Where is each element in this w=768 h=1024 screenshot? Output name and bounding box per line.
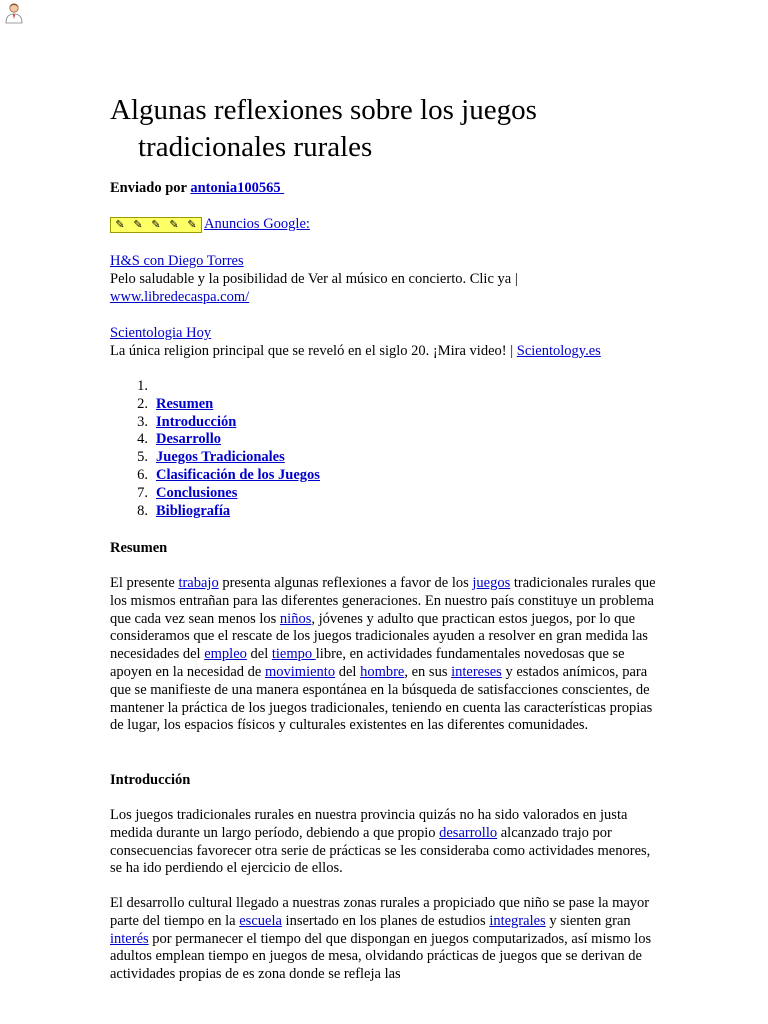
paragraph-text: del: [246, 646, 272, 663]
toc-item: [110, 467, 320, 485]
ad-rating-icons[interactable]: [110, 217, 202, 233]
paragraph-text: Los juegos tradicionales rurales en nuestra provincia quizás no ha sido valorados en justa medida durante un largo período, debiendo a que propio: [110, 807, 628, 841]
toc-number: 7.: [137, 484, 148, 501]
intro-paragraph: [110, 807, 662, 878]
inline-link[interactable]: hombre: [360, 663, 405, 680]
toc-number: 4.: [137, 431, 148, 448]
inline-link[interactable]: desarrollo: [439, 824, 498, 841]
section-heading-resumen: Resumen: [110, 540, 168, 556]
sent-by-label: Enviado por: [110, 180, 187, 196]
paragraph-text: y estados anímicos, para que se manifieste de una manera espontánea en la búsqueda de satisfacciones conscientes, de mantener la práctica de los juegos tradicionales, teniendo en cuenta las características propias de lugar, los espacios físicos y culturales existentes en las diferentes comunidades.: [110, 663, 653, 734]
google-ads-header: [110, 216, 310, 234]
ad-pencil-icon: ✎: [169, 218, 179, 231]
inline-link[interactable]: trabajo: [178, 575, 219, 591]
toc-link-conclusiones[interactable]: Conclusiones: [156, 484, 238, 501]
toc-link-introduccion[interactable]: Introducción: [156, 413, 237, 430]
toc-item: [110, 431, 320, 449]
google-ads-link[interactable]: Anuncios Google:: [204, 216, 310, 232]
toc-item: [110, 449, 320, 467]
toc-link-bibliografia[interactable]: Bibliografía: [156, 502, 231, 519]
paragraph-text: , jóvenes y adulto que practican estos juegos, por lo que consideramos que el rescate de los juegos tradicionales ayuden a resolver en gran medida las necesidades del: [110, 610, 648, 663]
paragraph-text: , en sus: [404, 663, 452, 680]
inline-link[interactable]: empleo: [204, 646, 247, 663]
toc-link-clasificacion[interactable]: Clasificación de los Juegos: [156, 466, 320, 483]
toc-link-resumen[interactable]: Resumen: [156, 395, 214, 412]
toc-number: 5.: [137, 449, 148, 466]
paragraph-text: El desarrollo cultural llegado a nuestras zonas rurales a propiciado que niño se pase la mayor parte del tiempo en la: [110, 895, 650, 929]
inline-link[interactable]: juegos: [472, 575, 511, 591]
toc-link-desarrollo[interactable]: Desarrollo: [156, 431, 221, 448]
ad-url-link[interactable]: Scientology.es: [516, 342, 601, 359]
inline-link[interactable]: intereses: [451, 663, 502, 680]
toc-item: [110, 503, 320, 521]
ad-title-link[interactable]: H&S con Diego Torres: [110, 253, 244, 269]
ad-url-link[interactable]: www.libredecaspa.com/: [110, 288, 250, 305]
table-of-contents: [110, 378, 320, 520]
ad-title-link[interactable]: Scientologia Hoy: [110, 325, 212, 341]
intro-paragraph: [110, 895, 662, 984]
paragraph-text: insertado en los planes de estudios: [281, 912, 490, 929]
ad-description: Pelo saludable y la posibilidad de Ver al músico en concierto. Clic ya |: [110, 270, 518, 287]
author-link[interactable]: antonia100565: [190, 180, 281, 196]
toc-number: 6.: [137, 466, 148, 483]
toc-number: 2.: [137, 395, 148, 412]
toc-number: 1.: [137, 378, 148, 394]
ad-description: La única religion principal que se reveló en el siglo 20. ¡Mira video! |: [110, 342, 514, 359]
toc-item: [110, 396, 320, 414]
inline-link[interactable]: integrales: [489, 912, 546, 929]
author-line: [110, 180, 284, 198]
page-title: Algunas reflexiones sobre los juegos tradicionales rurales: [110, 94, 537, 163]
toc-number: 3.: [137, 413, 148, 430]
toc-link-juegos-tradicionales[interactable]: Juegos Tradicionales: [156, 449, 285, 466]
ad-pencil-icon: ✎: [133, 218, 143, 231]
inline-link[interactable]: movimiento: [265, 663, 336, 680]
ad-block: [110, 325, 666, 361]
ad-pencil-icon: ✎: [187, 218, 197, 231]
author-link-trailing[interactable]: [281, 180, 285, 196]
paragraph-text: y sienten gran: [545, 912, 631, 929]
ad-pencil-icon: ✎: [151, 218, 161, 231]
resumen-paragraph: [110, 575, 662, 735]
inline-link[interactable]: tiempo: [271, 646, 316, 663]
inline-link[interactable]: niños: [279, 610, 312, 627]
section-heading-introduccion: Introducción: [110, 772, 191, 788]
ad-pencil-icon: ✎: [115, 218, 125, 231]
paragraph-text: por permanecer el tiempo del que dispongan en juegos computarizados, así mismo los adultos emplean tiempo en juegos de mesa, olvidando prácticas de juegos que se derivan de actividades propias de es zona donde se refleja las: [110, 930, 652, 983]
toc-item: [110, 414, 320, 432]
toc-item: [110, 485, 320, 503]
paragraph-text: presenta algunas reflexiones a favor de los: [218, 575, 473, 591]
paragraph-text: libre, en actividades fundamentales novedosas que se apoyen en la necesidad de: [110, 646, 625, 680]
toc-number: 8.: [137, 502, 148, 519]
paragraph-text: El presente: [110, 575, 179, 591]
inline-link[interactable]: interés: [110, 930, 149, 947]
ad-block: [110, 253, 666, 306]
toc-item: [110, 378, 320, 396]
paragraph-text: alcanzado trajo por consecuencias favorecer otra serie de prácticas se les consideraba como actividades menores, se ha ido perdiendo el ejercicio de ellos.: [110, 824, 651, 877]
user-avatar-icon[interactable]: [3, 2, 25, 24]
paragraph-text: del: [335, 663, 361, 680]
inline-link[interactable]: escuela: [239, 912, 282, 929]
paragraph-text: tradicionales rurales que los mismos entrañan para las diferentes generaciones. En nuestro país constituye un problema que cada vez sean menos los: [110, 575, 656, 627]
